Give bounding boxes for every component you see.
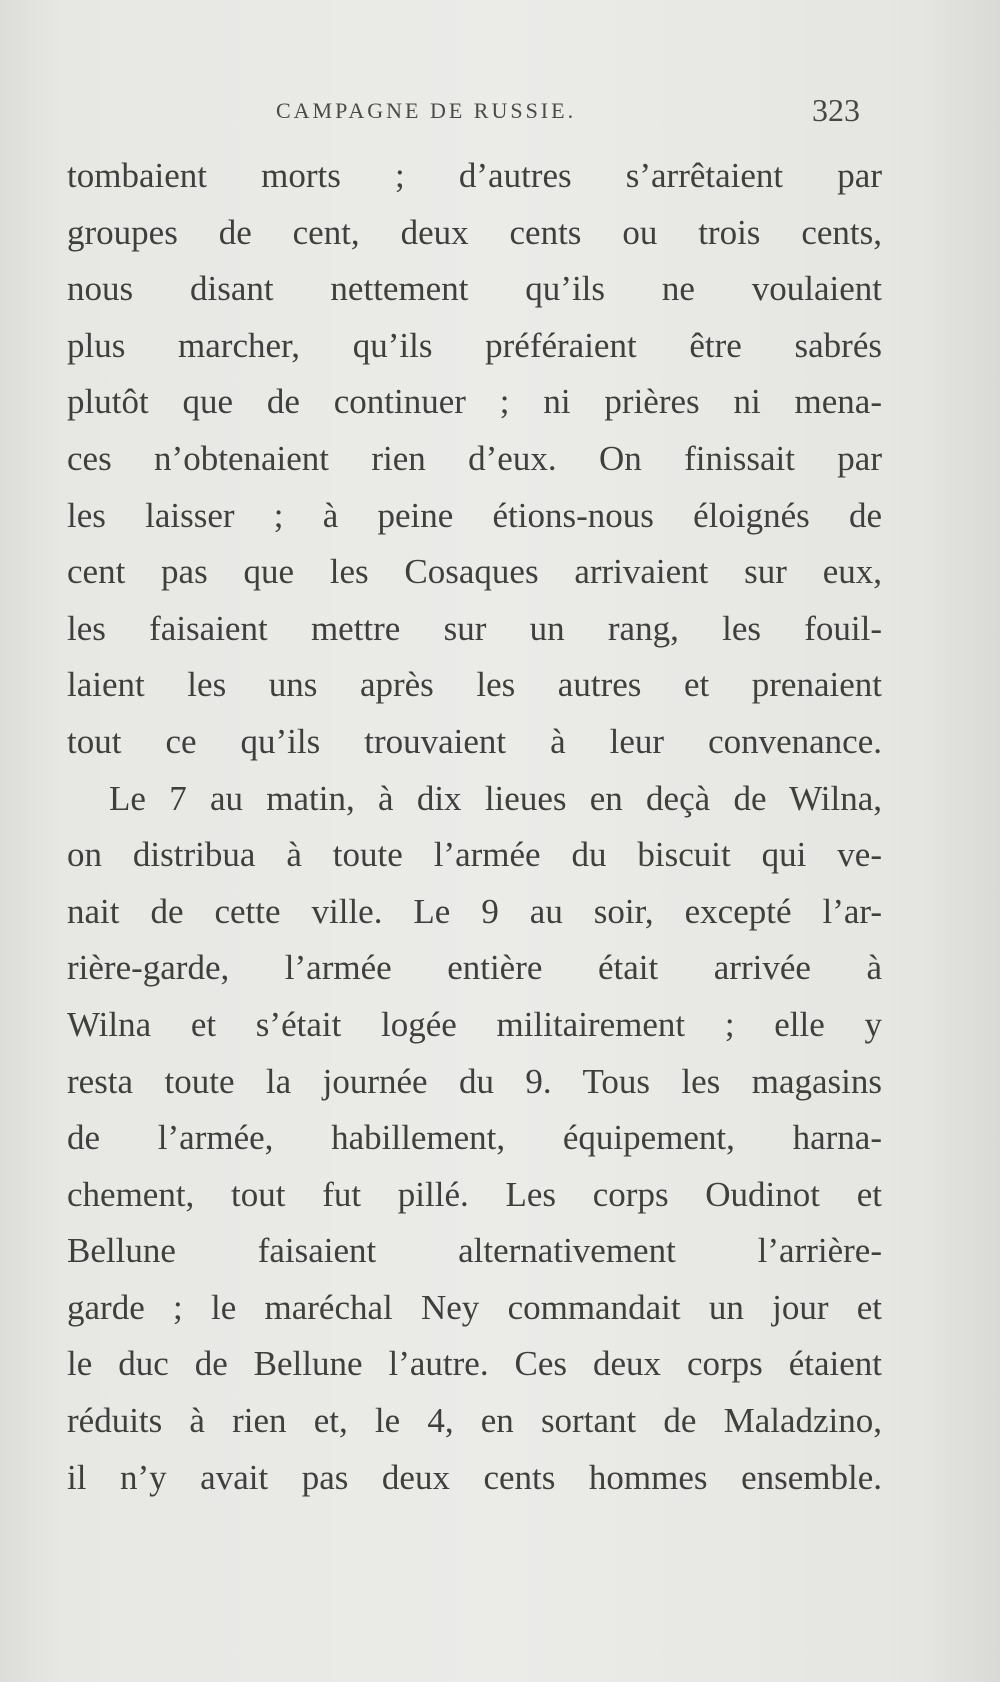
text-line: de l’armée, habillement, équipement, harna- xyxy=(67,1118,882,1158)
text-line: garde ; le maréchal Ney commandait un jour et xyxy=(67,1287,882,1327)
text-line: Wilna et s’était logée militairement ; elle y xyxy=(67,1004,882,1044)
text-line: groupes de cent, deux cents ou trois cents, xyxy=(67,212,882,252)
text-line: on distribua à toute l’armée du biscuit qui ve- xyxy=(67,835,882,875)
text-line: laient les uns après les autres et prenaient xyxy=(67,665,882,705)
text-line: Bellune faisaient alternativement l’arrière- xyxy=(67,1231,882,1271)
running-title: CAMPAGNE DE RUSSIE. xyxy=(276,98,577,123)
text-line: le duc de Bellune l’autre. Ces deux corps étaient xyxy=(67,1344,882,1384)
text-line: plus marcher, qu’ils préféraient être sabrés xyxy=(67,325,882,365)
text-line: tombaient morts ; d’autres s’arrêtaient par xyxy=(67,156,882,195)
body-text xyxy=(67,148,882,1506)
running-head xyxy=(0,92,1000,132)
page-number: 323 xyxy=(812,92,860,128)
text-line: il n’y avait pas deux cents hommes ensemble. xyxy=(67,1457,882,1497)
text-line: réduits à rien et, le 4, en sortant de Maladzino, xyxy=(67,1401,882,1441)
text-line: resta toute la journée du 9. Tous les magasins xyxy=(67,1061,882,1101)
text-line: les faisaient mettre sur un rang, les fouil- xyxy=(67,608,882,648)
text-line: ces n’obtenaient rien d’eux. On finissait par xyxy=(67,438,882,478)
text-line: rière-garde, l’armée entière était arrivée à xyxy=(67,948,882,988)
text-line: nait de cette ville. Le 9 au soir, excepté l’ar- xyxy=(67,891,882,931)
text-line: plutôt que de continuer ; ni prières ni mena- xyxy=(67,382,882,422)
text-line: les laisser ; à peine étions-nous éloignés de xyxy=(67,495,882,535)
text-line: cent pas que les Cosaques arrivaient sur eux, xyxy=(67,552,882,592)
text-line: tout ce qu’ils trouvaient à leur convenance. xyxy=(67,721,882,761)
text-line: nous disant nettement qu’ils ne voulaient xyxy=(67,269,882,309)
text-line: chement, tout fut pillé. Les corps Oudinot et xyxy=(67,1174,882,1214)
paragraph-first-line: Le 7 au matin, à dix lieues en deçà de Wilna, xyxy=(109,778,882,818)
